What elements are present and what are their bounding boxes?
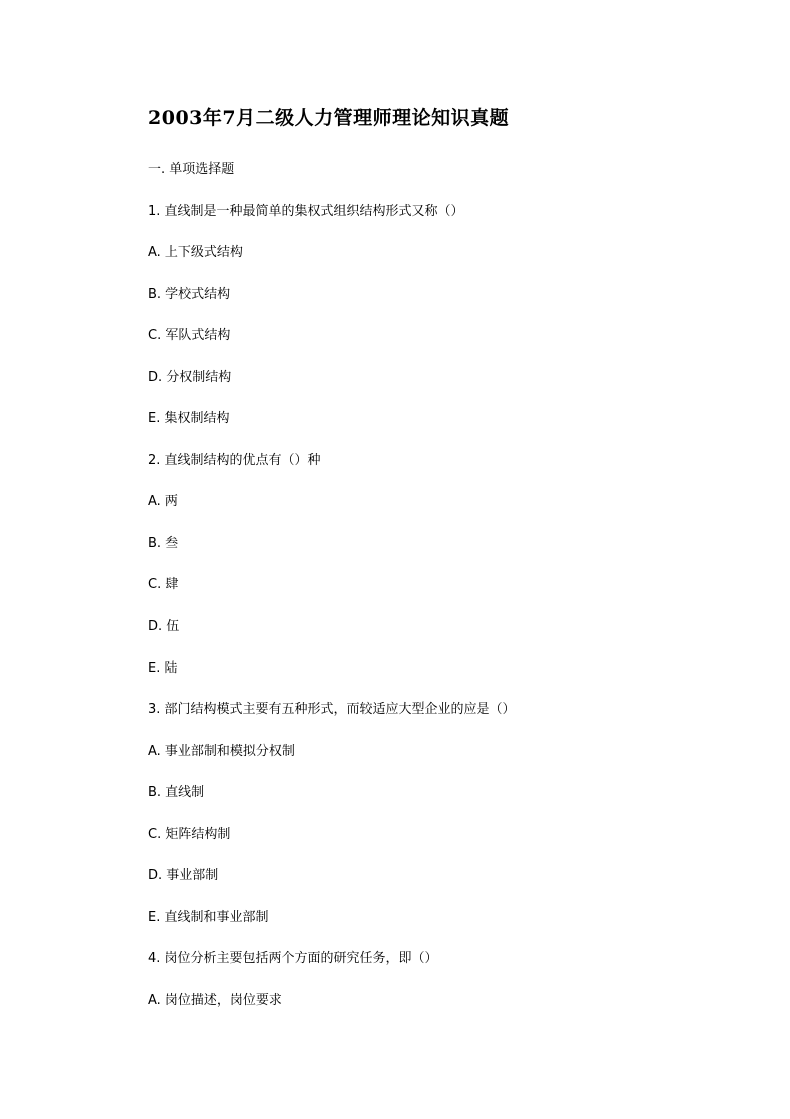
question-4-option-a: A. 岗位描述，岗位要求 <box>148 993 282 1008</box>
question-3-option-d: D. 事业部制 <box>148 868 219 883</box>
question-2-option-e: E. 陆 <box>148 661 178 676</box>
question-2-option-c: C. 肆 <box>148 577 179 592</box>
question-3-stem: 3. 部门结构模式主要有五种形式，而较适应大型企业的应是（） <box>148 702 516 717</box>
question-3-option-e: E. 直线制和事业部制 <box>148 910 269 925</box>
question-2-stem: 2. 直线制结构的优点有（）种 <box>148 453 321 468</box>
question-3-option-a: A. 事业部制和模拟分权制 <box>148 744 295 759</box>
question-1-option-c: C. 军队式结构 <box>148 328 231 343</box>
question-1-option-a: A. 上下级式结构 <box>148 245 243 260</box>
question-4-stem: 4. 岗位分析主要包括两个方面的研究任务，即（） <box>148 951 438 966</box>
question-2-option-b: B. 叁 <box>148 536 179 551</box>
document-title: 2003年7月二级人力管理师理论知识真题 <box>148 107 510 129</box>
question-2-option-a: A. 两 <box>148 494 178 509</box>
question-1-option-b: B. 学校式结构 <box>148 287 231 302</box>
question-1-option-d: D. 分权制结构 <box>148 370 232 385</box>
question-3-option-b: B. 直线制 <box>148 785 205 800</box>
question-3-option-c: C. 矩阵结构制 <box>148 827 231 842</box>
question-1-option-e: E. 集权制结构 <box>148 411 230 426</box>
section-heading: 一. 单项选择题 <box>148 162 235 177</box>
question-2-option-d: D. 伍 <box>148 619 180 634</box>
question-1-stem: 1. 直线制是一种最简单的集权式组织结构形式又称（） <box>148 204 464 219</box>
